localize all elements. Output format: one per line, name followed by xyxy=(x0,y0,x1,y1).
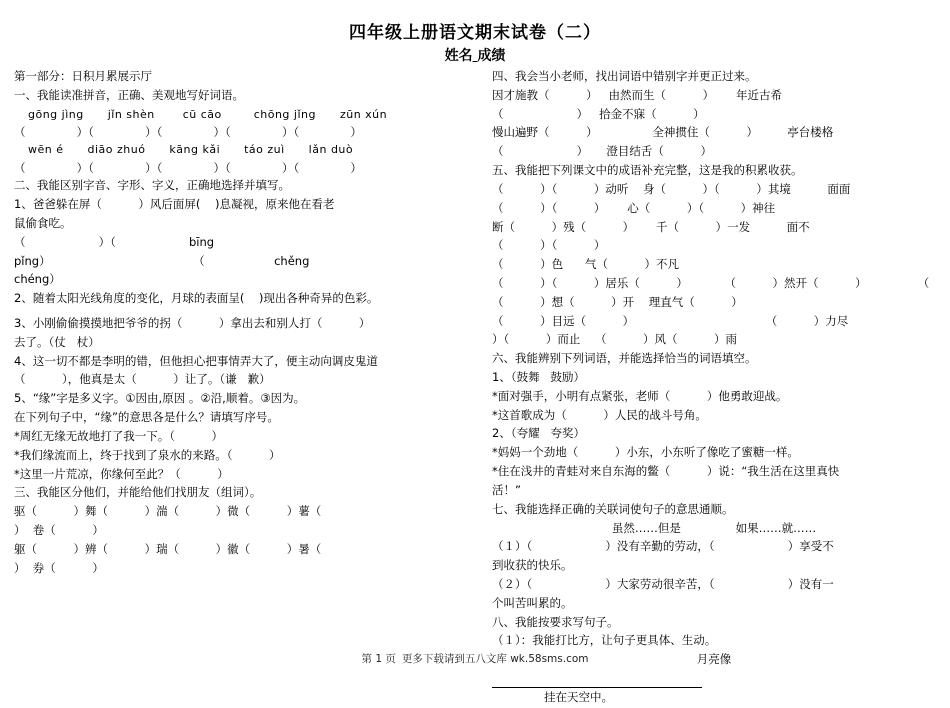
section2-q1-line1[interactable]: 1、爸爸躲在屏（ ）风后面屏( )息凝视，原来他在看老 xyxy=(14,197,335,212)
section6-group1-label: 1、（鼓舞 鼓励） xyxy=(492,370,586,384)
section7-q2-line2: 个叫苦叫累的。 xyxy=(492,595,573,610)
section2-q5-item2[interactable]: *我们缘流而上，终于找到了泉水的来路。（ ） xyxy=(14,447,281,462)
section8-q1-answer-line[interactable] xyxy=(492,670,936,688)
section5-row6[interactable]: （ ）（ ）居乐（ ） （ ）然开（ ） （ xyxy=(492,275,930,290)
section6-group1-item1[interactable]: *面对强手，小明有点紧张，老师（ ）他勇敢迎战。 xyxy=(492,388,788,403)
section5-row9[interactable]: ）（ ）而止 （ ）风（ ）雨 xyxy=(492,332,738,347)
section5-heading: 五、我能把下列课文中的成语补充完整，这是我的积累收获。 xyxy=(492,163,803,178)
section6-group2-item2[interactable]: *住在浅井的青蛙对来自东海的鳖（ ）说：“我生活在这里真快 xyxy=(492,464,840,479)
section1-blank-row-1[interactable]: （ ）（ ）（ ）（ ）（ ） xyxy=(14,124,362,139)
section7-word-bank: 虽然……但是 如果……就…… xyxy=(611,520,817,535)
section8-q1-prompt: 月亮像 xyxy=(696,652,732,667)
section3-heading: 三、我能区分他们，并能给他们找朋友（组词）。 xyxy=(14,485,262,500)
section8-q1: （１）：我能打比方，让句子更具体、生动。 xyxy=(492,633,717,648)
page-title: 四年级上册语文期末试卷（二） xyxy=(349,23,601,43)
page-footer xyxy=(0,651,950,666)
section2-q1-line3[interactable]: （ ）（ bīng xyxy=(14,234,215,249)
name-label: 姓名 xyxy=(444,48,473,64)
score-label: 成绩 xyxy=(477,48,506,64)
section3-row2[interactable]: ） 卷（ ） xyxy=(14,522,104,537)
section5-row8[interactable]: （ ）目远（ ） （ ）力尽 xyxy=(492,313,849,328)
section1-heading: 一、我能读准拼音，正确、美观地写好词语。 xyxy=(14,87,244,102)
section6-group1-item2[interactable]: *这首歌成为（ ）人民的战斗号角。 xyxy=(492,407,707,422)
section2-q4-line1: 4、这一切不都是李明的错，但他担心把事情弄大了，便主动向调皮鬼道 xyxy=(14,353,378,368)
section4-row1[interactable]: 因才施教（ ） 由然而生（ ） 年近古希 xyxy=(492,87,783,102)
answer-blank-line[interactable] xyxy=(492,676,702,688)
section1-pinyin-row-1: gōng jìng jǐn shèn cū cāo chōng jǐng zūn xún xyxy=(28,107,388,121)
section2-q1-line4[interactable]: pǐng） （ chěng xyxy=(14,253,310,268)
left-column xyxy=(14,68,455,578)
two-column-body xyxy=(14,68,936,708)
section7-q2-line1[interactable]: （２）（ ）大家劳动很辛苦，（ ）没有一 xyxy=(492,576,834,591)
section3-row3[interactable]: 躯（ ）辨（ ）瑞（ ）徽（ ）暑（ xyxy=(14,541,322,556)
section5-row2[interactable]: （ ）（ ） 心（ ）（ ）神往 xyxy=(492,200,776,215)
section2-q1-line5: chéng） xyxy=(14,272,61,287)
section3-row4[interactable]: ） 券（ ） xyxy=(14,560,104,575)
section8-heading: 八、我能按要求写句子。 xyxy=(492,614,619,629)
section7-q1-line1[interactable]: （１）（ ）没有辛勤的劳动，（ ）享受不 xyxy=(492,539,834,554)
section6-group2-label: 2、（夸耀 夸奖） xyxy=(492,426,586,441)
section2-q5-line2: 在下列句子中，“缘”的意思各是什么？请填写序号。 xyxy=(14,410,279,425)
section4-heading: 四、我会当小老师，找出词语中错别字并更正过来。 xyxy=(492,69,757,83)
section4-row2[interactable]: （ ） 拾金不寐（ ） xyxy=(492,106,705,121)
footer-note: 更多下载请到五八文库 wk.58sms.com xyxy=(401,653,589,665)
section5-row5[interactable]: （ ）色 气（ ）不凡 xyxy=(492,257,680,272)
section6-group2-item2-cont: 活！” xyxy=(492,482,521,497)
right-column xyxy=(492,68,936,708)
part1-heading: 第一部分：日积月累展示厅 xyxy=(14,69,152,83)
section2-q4-line2[interactable]: （ ），他真是太（ ）让了。（谦 歉） xyxy=(14,372,271,387)
section2-q5-item1[interactable]: *周红无缘无故地打了我一下。（ ） xyxy=(14,428,224,443)
section2-q3-line1[interactable]: 3、小刚偷偷摸摸地把爷爷的拐（ ）拿出去和别人打（ ） xyxy=(14,316,371,331)
section5-row3[interactable]: 断（ ）残（ ） 千（ ）一发 面不 xyxy=(492,219,810,234)
section8-q1-cont: 挂在天空中。 xyxy=(544,689,614,704)
section2-q5-line1: 5、“缘”字是多义字。①因由,原因 。②沿,顺着。③因为。 xyxy=(14,391,306,406)
section6-group2-item1[interactable]: *妈妈一个劲地（ ）小东，小东听了像吃了蜜糖一样。 xyxy=(492,445,799,460)
section3-row1[interactable]: 驱（ ）舞（ ）湍（ ）微（ ）薯（ xyxy=(14,504,322,519)
section4-row4[interactable]: （ ） 澄目结舌（ ） xyxy=(492,144,712,159)
section5-row7[interactable]: （ ）想（ ）开 理直气（ ） xyxy=(492,294,743,309)
section2-q1-line2: 鼠偷食吃。 xyxy=(14,215,72,230)
section2-heading: 二、我能区别字音、字形、字义，正确地选择并填写。 xyxy=(14,178,290,193)
name-score-line xyxy=(14,45,936,65)
section1-pinyin-row-2: wēn é diāo zhuó kāng kǎi táo zuì lǎn duò xyxy=(28,143,354,157)
section5-row4[interactable]: （ ）（ ） xyxy=(492,238,606,253)
page-number: 第 1 页 xyxy=(361,653,396,665)
section4-row3[interactable]: 慢山遍野（ ） 全神掼住（ ） 亭台楼格 xyxy=(492,125,834,140)
section7-heading: 七、我能选择正确的关联词使句子的意思通顺。 xyxy=(492,501,734,516)
section7-q1-line2: 到收获的快乐。 xyxy=(492,558,573,573)
section1-blank-row-2[interactable]: （ ）（ ）（ ）（ ）（ ） xyxy=(14,160,362,175)
section5-row1[interactable]: （ ）（ ）动听 身（ ）（ ）其境 面面 xyxy=(492,181,851,196)
section2-q5-item3[interactable]: *这里一片荒凉，你缘何至此？（ ） xyxy=(14,466,229,481)
section6-heading: 六、我能辨别下列词语，并能选择恰当的词语填空。 xyxy=(492,351,757,366)
section2-q3-line2: 去了。（仗 杖） xyxy=(14,334,100,349)
section2-q2[interactable]: 2、随着太阳光线角度的变化，月球的表面呈( )现出各种奇异的色彩。 xyxy=(14,291,379,306)
